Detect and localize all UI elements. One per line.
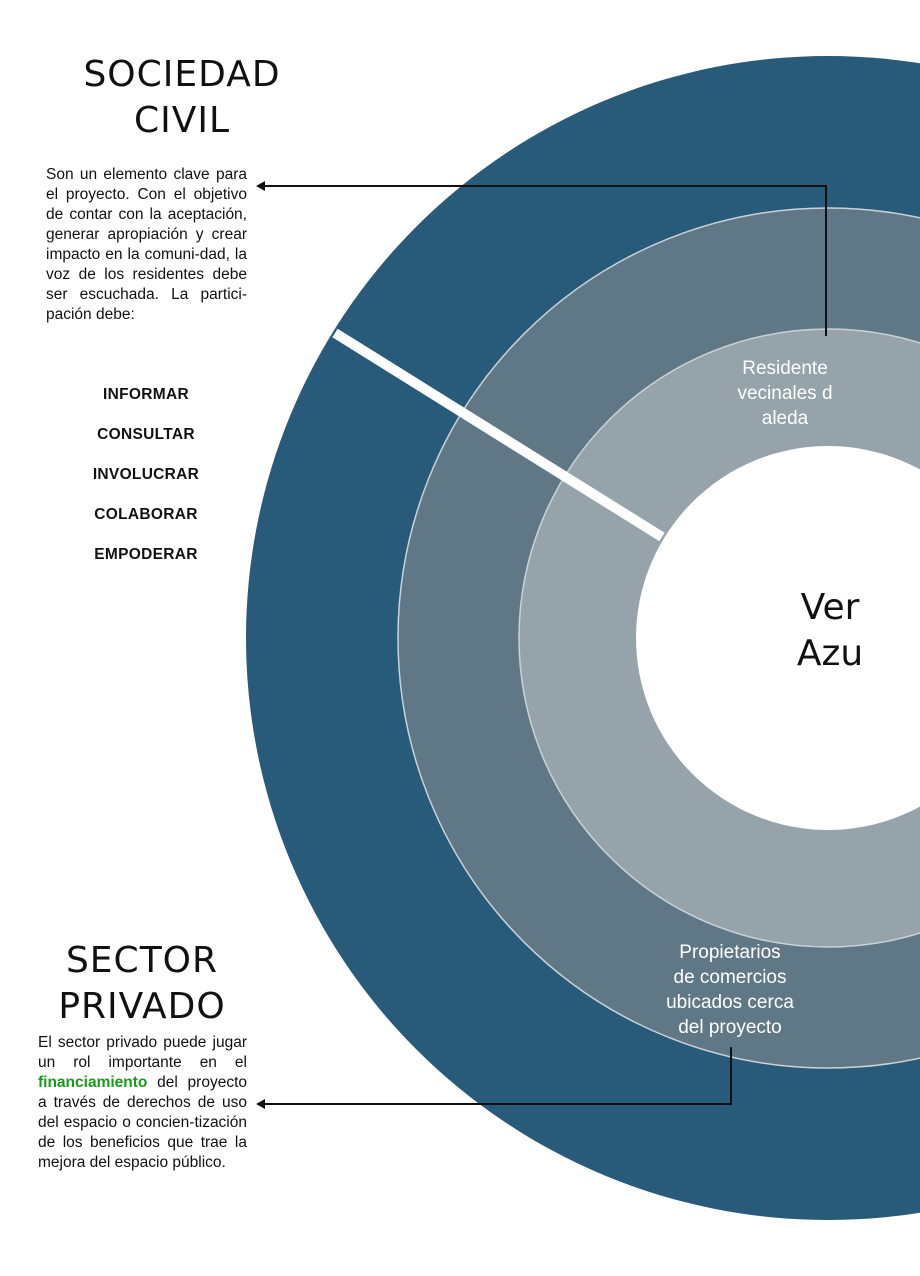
participation-level: EMPODERAR bbox=[94, 546, 198, 563]
description-text: El sector privado puede jugar un rol importante en el bbox=[38, 1034, 247, 1071]
title-line: SOCIEDAD bbox=[83, 54, 281, 95]
center-project-label: Ver Azu bbox=[796, 587, 864, 674]
title-line: PRIVADO bbox=[58, 986, 226, 1027]
participation-level: INFORMAR bbox=[103, 386, 189, 403]
residentes-ring-label: Residente vecinales d aleda bbox=[737, 358, 833, 429]
sociedad-civil-description: Son un elemento clave para el proyecto. Con el objetivo de contar con la aceptación, generar apropiación y crear impacto en la comuni-dad, la voz de los residentes debe ser escuchada. La partici-pación debe: bbox=[46, 166, 247, 323]
participation-level: INVOLUCRAR bbox=[92, 466, 200, 483]
title-line: CIVIL bbox=[133, 100, 231, 141]
participation-levels-list bbox=[60, 382, 232, 582]
title-line: SECTOR bbox=[65, 940, 219, 981]
propietarios-ring-label: Propietarios de comercios ubicados cerca del proyecto bbox=[666, 942, 794, 1038]
sector-privado-description bbox=[38, 1033, 247, 1173]
participation-level: CONSULTAR bbox=[97, 426, 195, 443]
participation-level: COLABORAR bbox=[94, 506, 198, 523]
arrowhead-icon bbox=[256, 181, 265, 191]
sector-privado-title bbox=[32, 938, 252, 1030]
description-text: del proyecto a través de derechos de uso del espacio o concien-tización de los beneficios que trae la mejora del espacio público. bbox=[38, 1074, 247, 1171]
arrowhead-icon bbox=[256, 1099, 265, 1109]
financiamiento-highlight: financiamiento bbox=[38, 1074, 148, 1091]
sociedad-civil-title bbox=[62, 52, 302, 144]
